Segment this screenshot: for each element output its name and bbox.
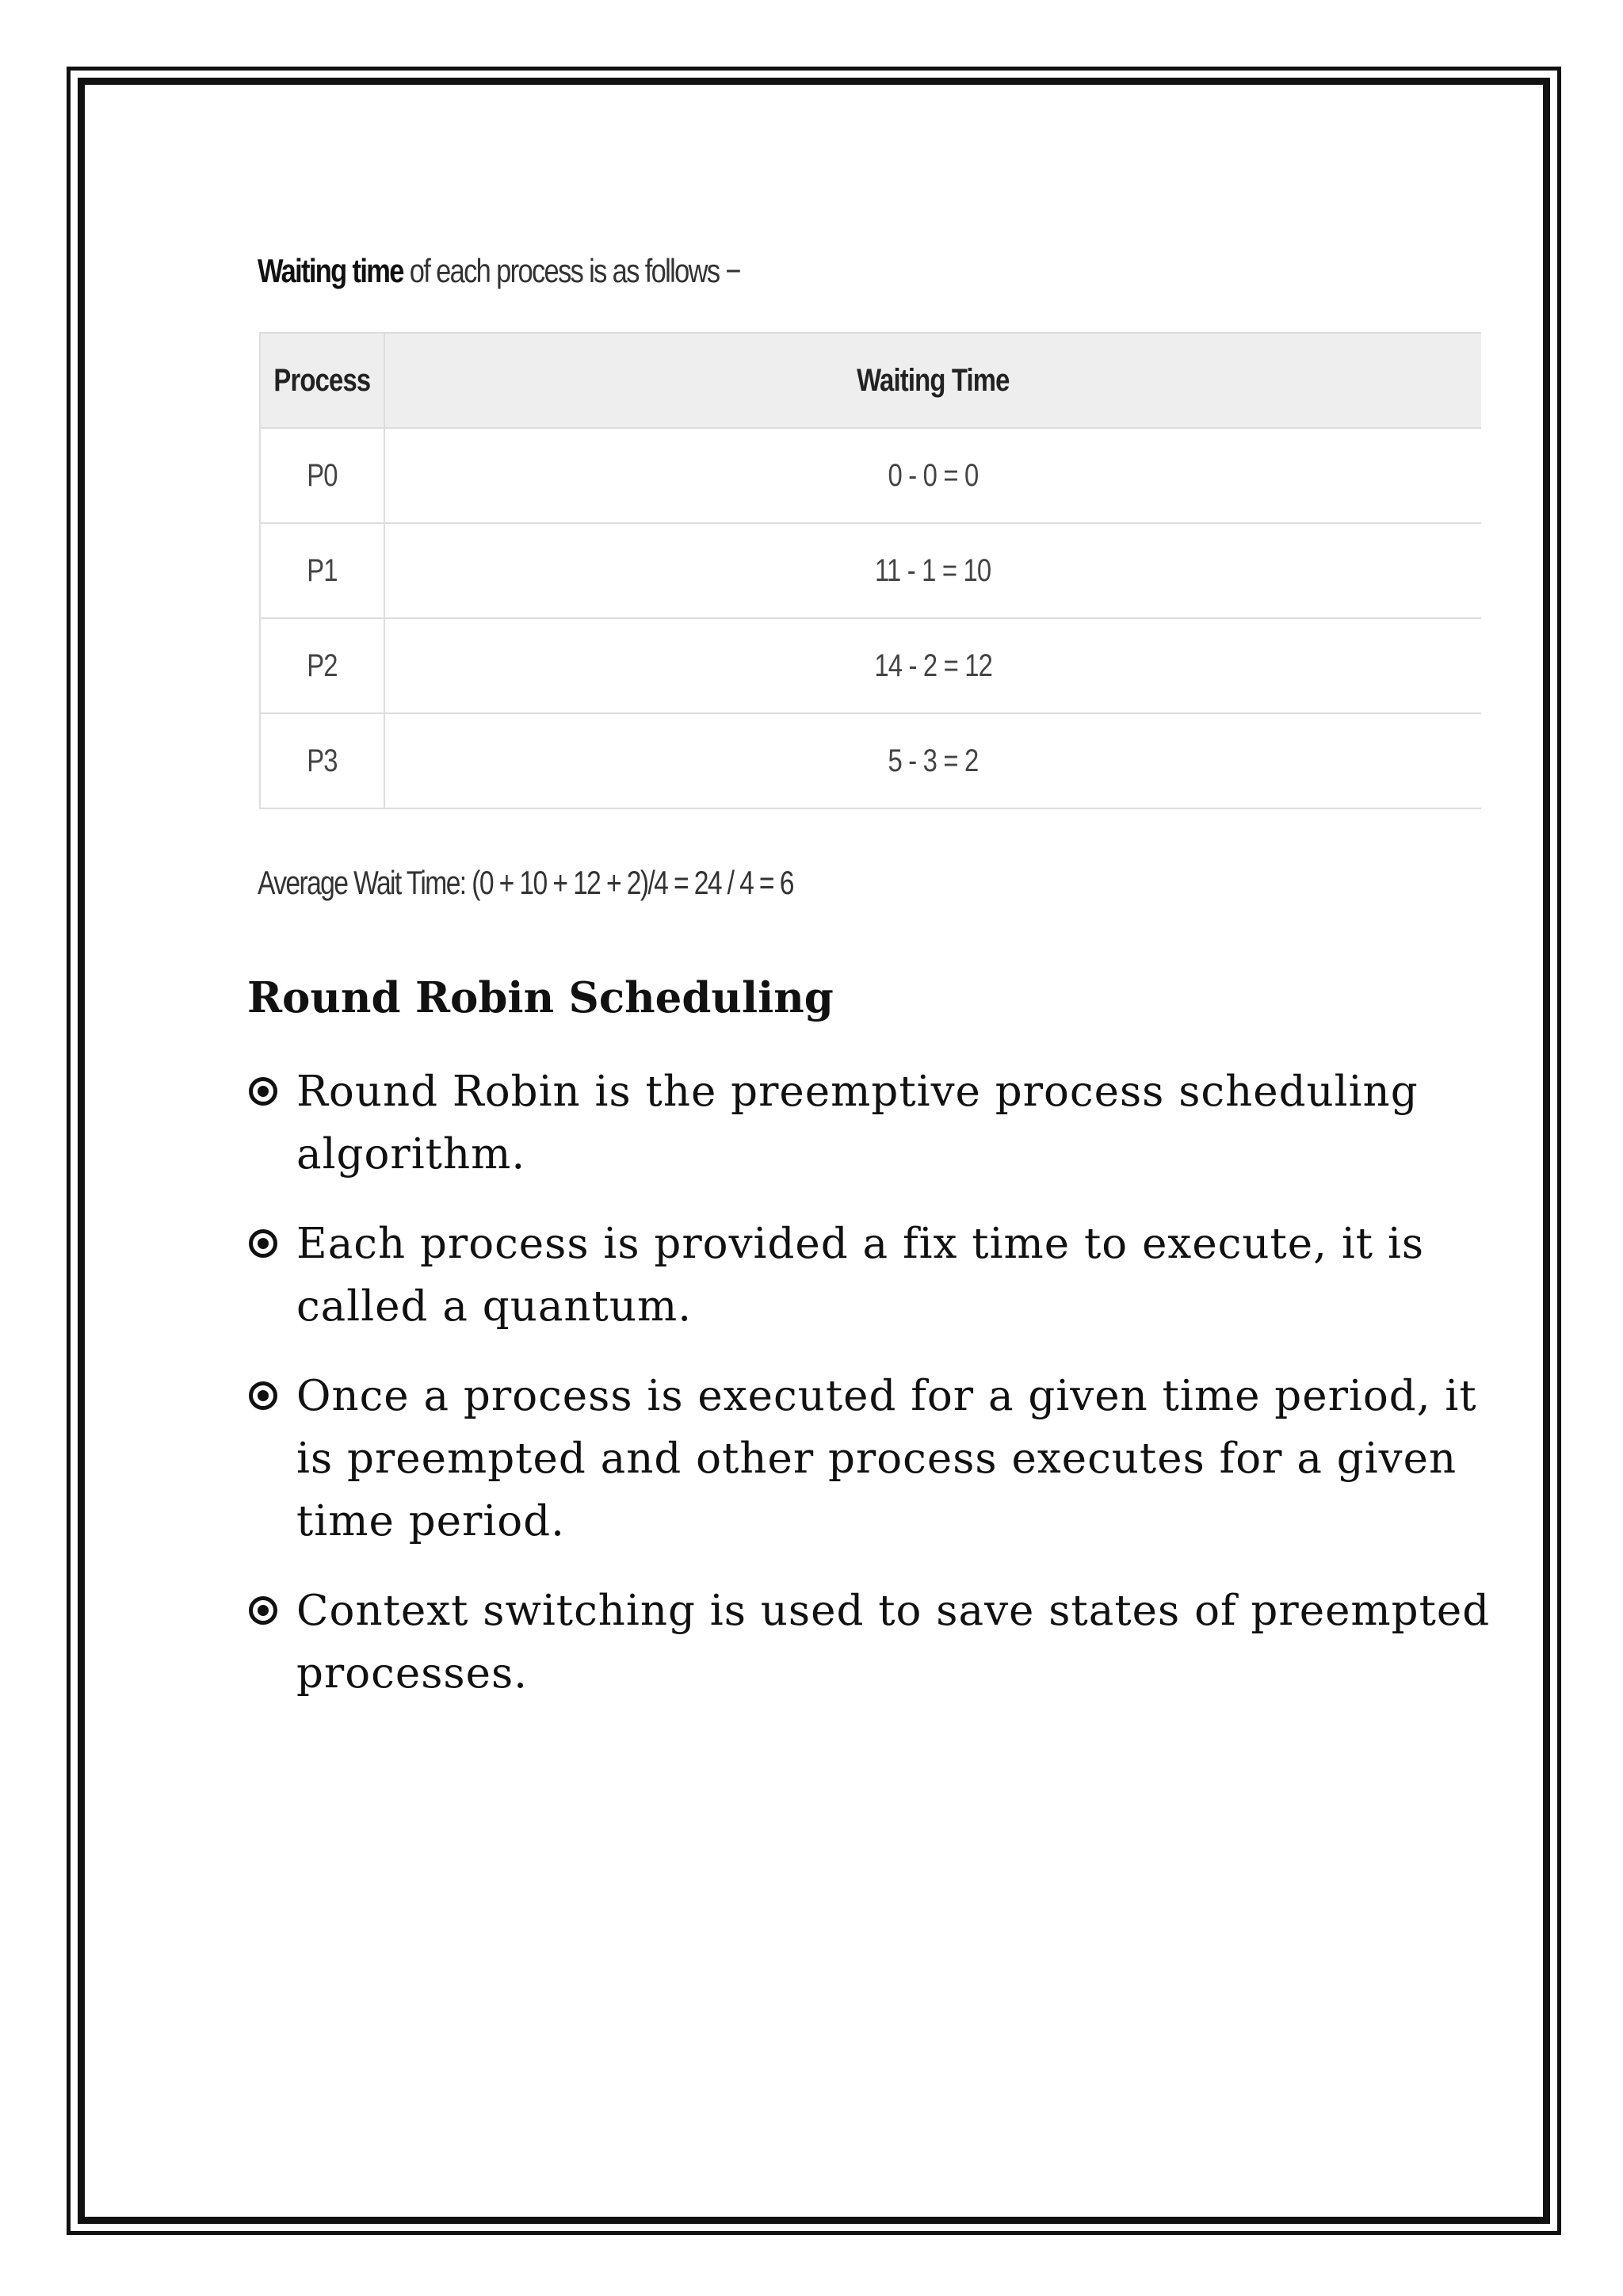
list-item-text: Context switching is used to save states of preempted processes. <box>296 1587 1491 1698</box>
table-header-row <box>260 333 1481 428</box>
list-item <box>247 1060 1499 1186</box>
process-cell: P3 <box>260 713 384 808</box>
list-item-text: Round Robin is the preemptive process scheduling algorithm. <box>296 1068 1419 1179</box>
list-item-text: Each process is provided a fix time to execute, it is called a quantum. <box>296 1220 1425 1331</box>
intro-rest: of each process is as follows − <box>403 252 740 289</box>
column-header-waiting-time: Waiting Time <box>384 333 1481 428</box>
process-cell: P0 <box>260 428 384 523</box>
list-item-text: Once a process is executed for a given time period, it is preempted and other process executes for a given time period. <box>296 1372 1477 1545</box>
section-heading: Round Robin Scheduling <box>247 973 834 1022</box>
circle-bullet-icon <box>249 1077 277 1106</box>
circle-bullet-icon <box>249 1381 277 1410</box>
column-header-process: Process <box>260 333 384 428</box>
table-row <box>260 428 1481 523</box>
circle-bullet-icon <box>249 1596 277 1625</box>
table-row <box>260 523 1481 618</box>
average-wait-time: Average Wait Time: (0 + 10 + 12 + 2)/4 = 24 / 4 = 6 <box>258 864 793 901</box>
list-item <box>247 1580 1499 1705</box>
waiting-time-table <box>259 332 1481 809</box>
waiting-time-cell: 5 - 3 = 2 <box>384 713 1481 808</box>
intro-bold: Waiting time <box>258 252 403 289</box>
table-row <box>260 618 1481 713</box>
intro-text <box>258 252 740 290</box>
list-item <box>247 1365 1499 1553</box>
bullet-list <box>247 1060 1499 1732</box>
waiting-time-cell: 11 - 1 = 10 <box>384 523 1481 618</box>
process-cell: P1 <box>260 523 384 618</box>
circle-bullet-icon <box>249 1229 277 1258</box>
waiting-time-cell: 14 - 2 = 12 <box>384 618 1481 713</box>
process-cell: P2 <box>260 618 384 713</box>
list-item <box>247 1213 1499 1338</box>
waiting-time-cell: 0 - 0 = 0 <box>384 428 1481 523</box>
table-row <box>260 713 1481 808</box>
